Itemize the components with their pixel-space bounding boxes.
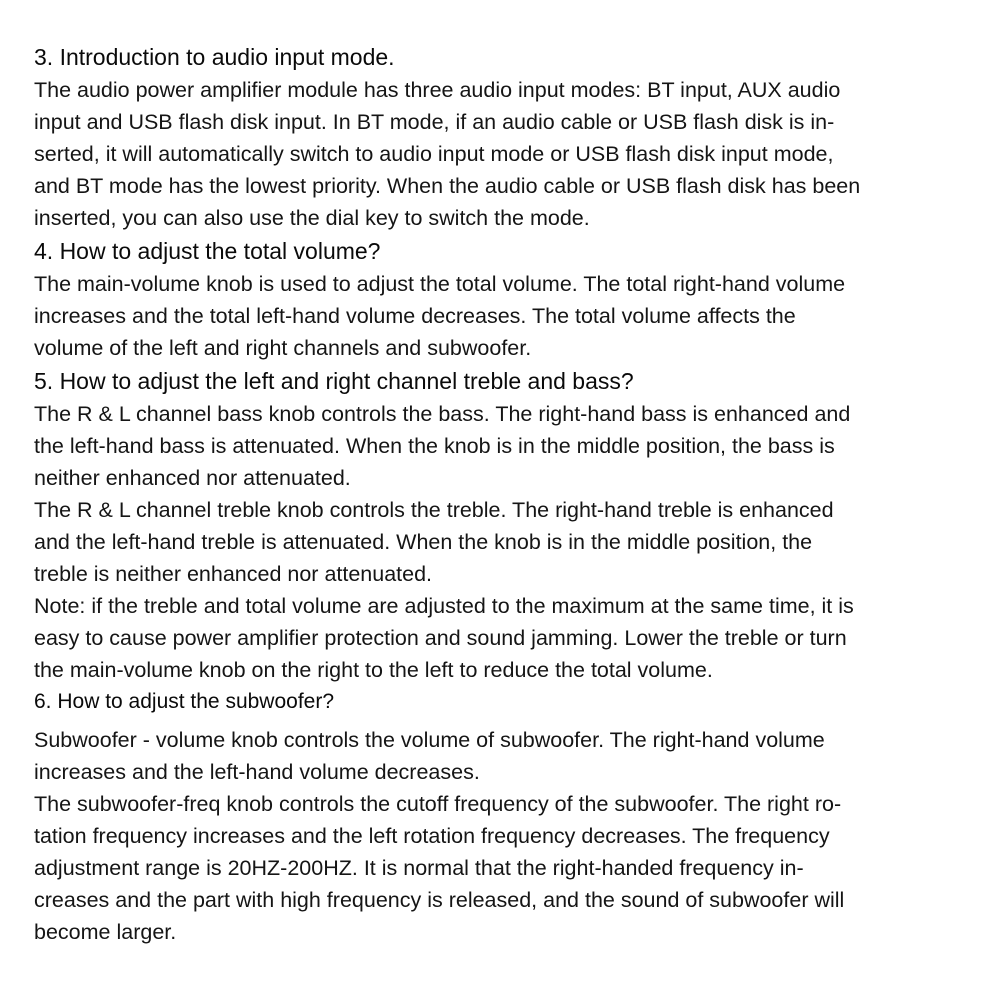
- text-line: Note: if the treble and total volume are adjusted to the maximum at the same time, it is: [34, 594, 854, 618]
- paragraph: [34, 494, 974, 590]
- paragraph: [34, 788, 974, 948]
- text-line: serted, it will automatically switch to audio input mode or USB flash disk input mode,: [34, 142, 834, 166]
- paragraph: [34, 398, 974, 494]
- note-paragraph: [34, 590, 974, 686]
- text-line: The main-volume knob is used to adjust the total volume. The total right-hand volume: [34, 272, 846, 296]
- text-line: and the left-hand treble is attenuated. When the knob is in the middle position, the: [34, 530, 813, 554]
- text-line: increases and the total left-hand volume decreases. The total volume affects the: [34, 304, 796, 328]
- document-body: [34, 40, 974, 948]
- text-line: The audio power amplifier module has three audio input modes: BT input, AUX audio: [34, 78, 841, 102]
- text-line: neither enhanced nor attenuated.: [34, 466, 351, 490]
- section-heading: 3. Introduction to audio input mode.: [34, 44, 395, 70]
- section-heading: 5. How to adjust the left and right channel treble and bass?: [34, 368, 634, 394]
- text-line: The subwoofer-freq knob controls the cutoff frequency of the subwoofer. The right ro-: [34, 792, 842, 816]
- text-line: adjustment range is 20HZ-200HZ. It is normal that the right-handed frequency in-: [34, 856, 804, 880]
- text-line: and BT mode has the lowest priority. When the audio cable or USB flash disk has been: [34, 174, 861, 198]
- text-line: easy to cause power amplifier protection and sound jamming. Lower the treble or turn: [34, 626, 847, 650]
- section-input-mode: [34, 40, 974, 234]
- paragraph: [34, 74, 974, 234]
- text-line: inserted, you can also use the dial key to switch the mode.: [34, 206, 590, 230]
- section-heading: 6. How to adjust the subwoofer?: [34, 690, 335, 713]
- text-line: increases and the left-hand volume decreases.: [34, 760, 480, 784]
- text-line: treble is neither enhanced nor attenuated.: [34, 562, 433, 586]
- paragraph: [34, 268, 974, 364]
- text-line: tation frequency increases and the left rotation frequency decreases. The frequency: [34, 824, 830, 848]
- text-line: The R & L channel bass knob controls the bass. The right-hand bass is enhanced and: [34, 402, 851, 426]
- text-line: volume of the left and right channels and subwoofer.: [34, 336, 532, 360]
- section-total-volume: [34, 234, 974, 364]
- text-line: the main-volume knob on the right to the left to reduce the total volume.: [34, 658, 713, 682]
- text-line: become larger.: [34, 920, 177, 944]
- text-line: input and USB flash disk input. In BT mode, if an audio cable or USB flash disk is in-: [34, 110, 835, 134]
- text-line: Subwoofer - volume knob controls the volume of subwoofer. The right-hand volume: [34, 728, 825, 752]
- section-subwoofer: [34, 686, 974, 948]
- section-heading: 4. How to adjust the total volume?: [34, 238, 381, 264]
- text-line: the left-hand bass is attenuated. When the knob is in the middle position, the bass is: [34, 434, 835, 458]
- text-line: creases and the part with high frequency is released, and the sound of subwoofer will: [34, 888, 845, 912]
- text-line: The R & L channel treble knob controls the treble. The right-hand treble is enhanced: [34, 498, 834, 522]
- section-treble-bass: [34, 364, 974, 686]
- paragraph: [34, 724, 974, 788]
